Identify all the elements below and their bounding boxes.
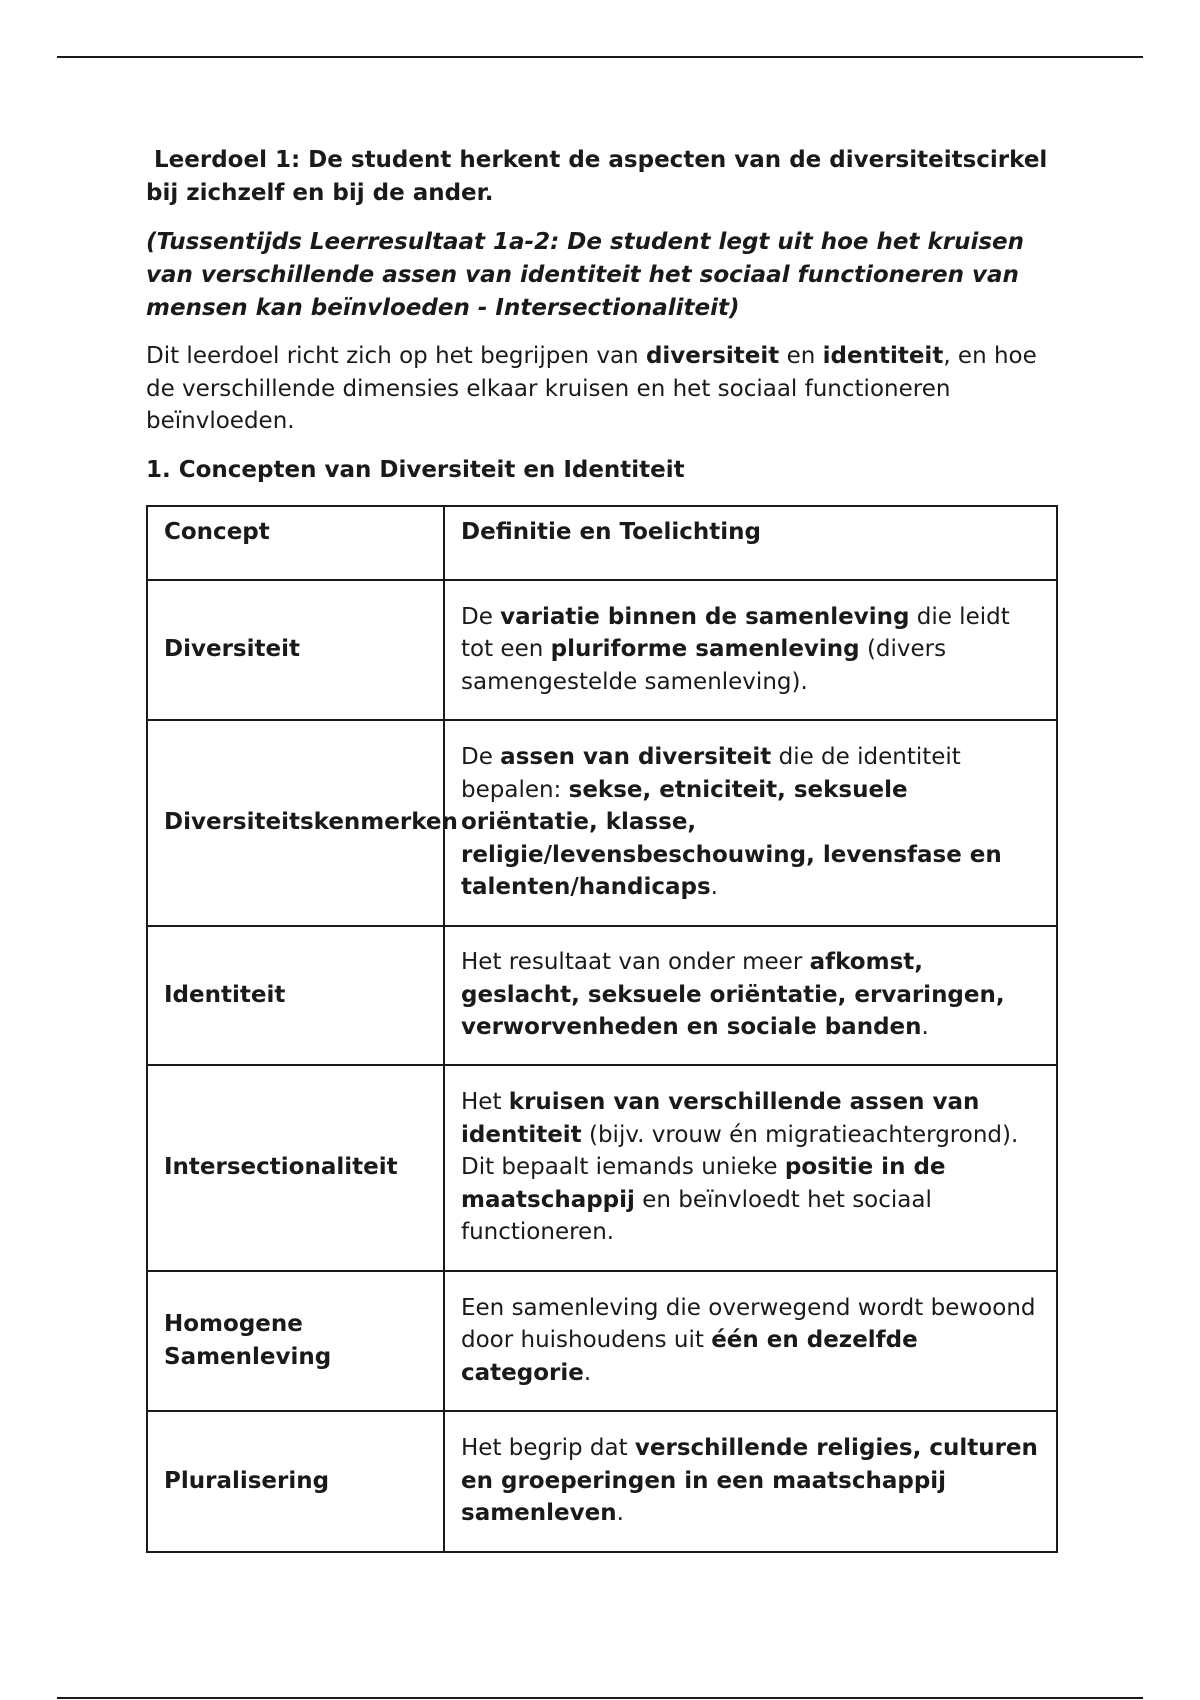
concept-term: Pluralisering: [147, 1411, 444, 1552]
definition-bold-text: afkomst, geslacht, seksuele oriëntatie, ervaringen, verworvenheden en sociale banden: [461, 949, 1005, 1041]
concept-term: Identiteit: [147, 926, 444, 1065]
definition-text: (bijv. vrouw én migratieachtergrond). Dit bepaalt iemands unieke: [461, 1121, 1019, 1181]
concept-definition: [444, 1065, 1057, 1271]
table-row: [147, 720, 1057, 926]
definition-bold-text: verschillende religies, culturen en groeperingen in een maatschappij samenleven: [461, 1435, 1038, 1527]
intro-text: , en hoe de verschillende dimensies elkaar kruisen en het sociaal functioneren beïnvloeden.: [146, 343, 1037, 434]
definition-bold-text: één en dezelfde categorie: [461, 1327, 918, 1386]
definition-bold-text: variatie binnen de samenleving: [500, 603, 910, 630]
concept-term: Diversiteit: [147, 580, 444, 720]
intro-text: Dit leerdoel richt zich op het begrijpen van: [146, 343, 646, 369]
definition-text: Het begrip dat: [461, 1435, 635, 1462]
table-row: [147, 926, 1057, 1065]
column-header-concept: Concept: [147, 506, 444, 580]
definition-text: .: [616, 1500, 624, 1527]
concept-definition: [444, 580, 1057, 720]
learning-goal: Leerdoel 1: De student herkent de aspecten van de diversiteitscirkel bij zichzelf en bij de ander.: [146, 147, 1056, 206]
document-body: [146, 144, 1066, 1553]
definition-text: .: [921, 1014, 929, 1041]
concepts-table: [146, 505, 1058, 1553]
concept-term: Diversiteitskenmerken: [147, 720, 444, 926]
page-header-rule: [57, 56, 1143, 58]
interim-learning-result: (Tussentijds Leerresultaat 1a-2: De student legt uit hoe het kruisen van verschillende assen van identiteit het sociaal functioneren van mensen kan beïnvloeden - Intersectionaliteit): [146, 229, 1025, 321]
definition-text: .: [710, 874, 718, 901]
concept-definition: [444, 1271, 1057, 1411]
definition-text: De: [461, 603, 501, 630]
definition-text: Het: [461, 1089, 509, 1116]
definition-text: Het resultaat van onder meer: [461, 949, 810, 976]
definition-text: (divers samengestelde samenleving).: [461, 636, 947, 695]
definition-bold-text: sekse, etniciteit, seksuele oriëntatie, klasse, religie/levensbeschouwing, levensfase en talenten/handicaps: [461, 776, 1002, 901]
column-header-definition: Definitie en Toelichting: [444, 506, 1057, 580]
table-row: [147, 580, 1057, 720]
concept-term: Intersectionaliteit: [147, 1065, 444, 1271]
definition-text: Een samenleving die overwegend wordt bewoond door huishoudens uit: [461, 1294, 1036, 1354]
definition-text: die leidt tot een: [461, 603, 1010, 663]
definition-text: .: [583, 1359, 592, 1386]
section-title: 1. Concepten van Diversiteit en Identiteit: [146, 456, 685, 483]
definition-bold-text: kruisen van verschillende assen van identiteit: [461, 1089, 980, 1148]
table-row: [147, 1271, 1057, 1411]
definition-text: en beïnvloedt het sociaal functioneren.: [461, 1186, 932, 1246]
concept-definition: [444, 1411, 1057, 1552]
intro-bold-term: identiteit: [822, 343, 944, 369]
definition-text: die de identiteit bepalen:: [461, 744, 961, 803]
table-row: [147, 1411, 1057, 1552]
table-row: [147, 1065, 1057, 1271]
definition-bold-text: pluriforme samenleving: [550, 636, 860, 663]
intro-bold-term: diversiteit: [645, 343, 780, 369]
definition-text: De: [461, 744, 501, 771]
table-header-row: [147, 506, 1057, 580]
concept-definition: [444, 720, 1057, 926]
intro-text: en: [779, 343, 823, 369]
concept-definition: [444, 926, 1057, 1065]
definition-bold-text: positie in de maatschappij: [461, 1154, 946, 1213]
concept-term: Homogene Samenleving: [147, 1271, 444, 1411]
page-footer-rule: [57, 1697, 1143, 1699]
intro-paragraph: [146, 340, 1066, 438]
definition-bold-text: assen van diversiteit: [500, 744, 772, 771]
